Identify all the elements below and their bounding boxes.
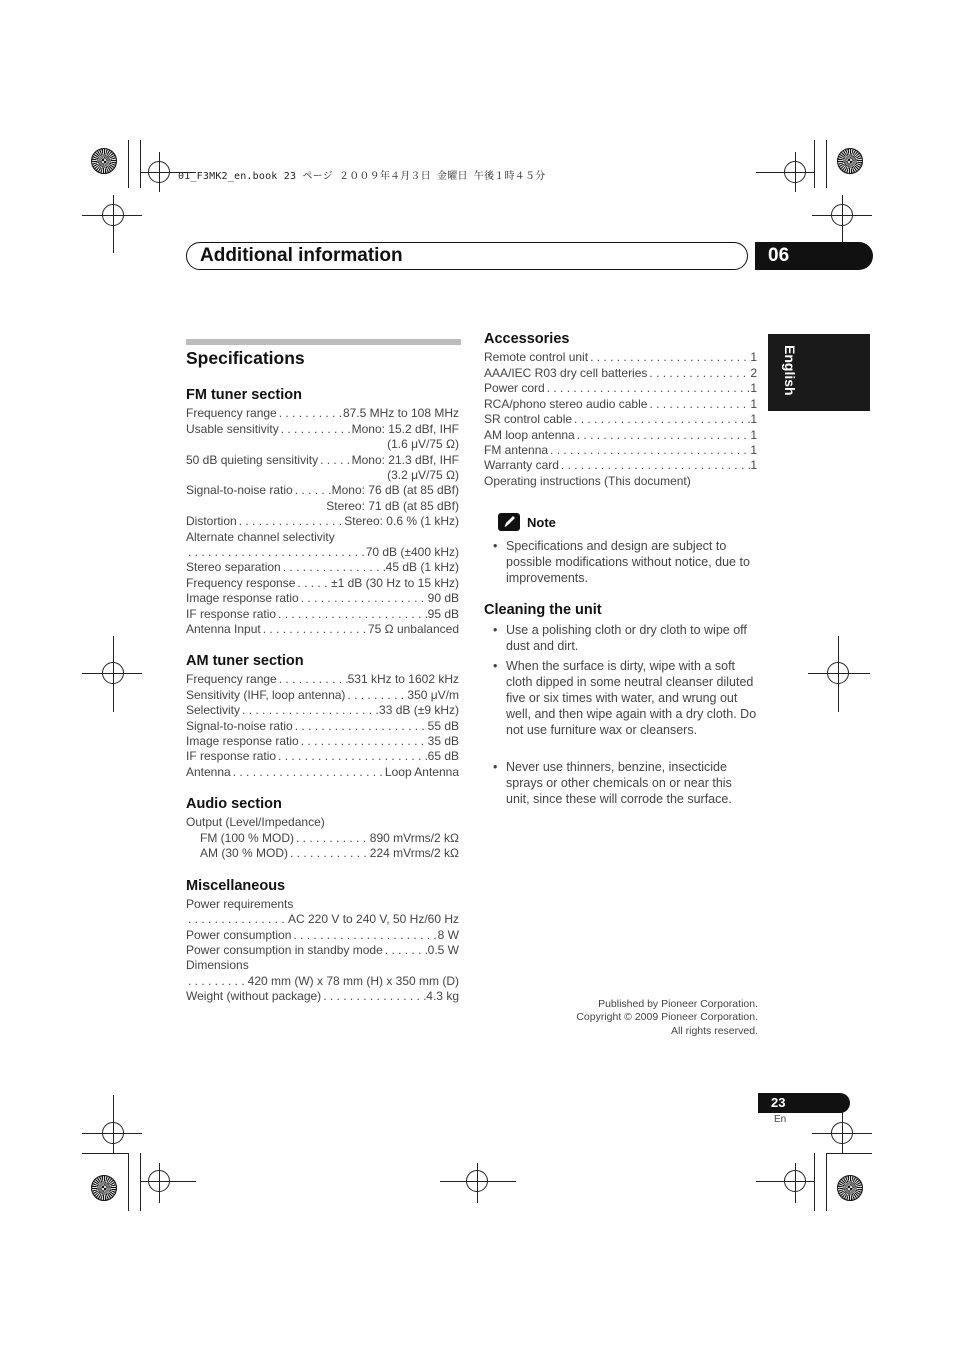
- miscellaneous-heading: Miscellaneous: [186, 878, 286, 894]
- spec-row: [186, 483, 459, 498]
- spec-row: [186, 672, 459, 687]
- spec-row: [186, 734, 459, 749]
- bullet-icon: •: [493, 760, 498, 774]
- spec-row: [186, 514, 459, 529]
- spec-label: FM (100 % MOD): [200, 831, 295, 845]
- registration-line: [113, 1095, 114, 1153]
- spec-label: IF response ratio: [186, 607, 277, 621]
- spec-value: 224 mVrms/2 kΩ: [369, 846, 459, 860]
- spec-value: 35 dB: [427, 734, 459, 748]
- registration-line: [756, 1181, 814, 1182]
- spec-row: [186, 560, 459, 575]
- spec-label: IF response ratio: [186, 749, 277, 763]
- spec-row: [186, 607, 459, 622]
- spec-value: Mono: 15.2 dBf, IHF: [351, 422, 459, 436]
- registration-line: [159, 1163, 160, 1203]
- spec-value: ±1 dB (30 Hz to 15 kHz): [331, 576, 459, 590]
- spec-value: 350 μV/m: [407, 688, 459, 702]
- chapter-number: 06: [768, 245, 790, 266]
- spec-label: Usable sensitivity: [186, 422, 279, 436]
- accessory-qty: 1: [750, 350, 757, 364]
- accessories-heading: Accessories: [484, 331, 570, 347]
- spec-label: Signal-to-noise ratio: [186, 719, 293, 733]
- spec-label: 50 dB quieting sensitivity: [186, 453, 319, 467]
- spec-row: [186, 576, 459, 591]
- spec-row: [186, 622, 459, 637]
- spec-value: 95 dB: [427, 607, 459, 621]
- spec-value: 420 mm (W) x 78 mm (H) x 350 mm (D): [247, 974, 459, 988]
- publisher-line: Published by Pioneer Corporation.: [598, 998, 758, 1010]
- accessory-label: AAA/IEC R03 dry cell batteries: [484, 366, 648, 380]
- accessory-label: RCA/phono stereo audio cable: [484, 397, 648, 411]
- spec-label: Dimensions: [186, 958, 249, 972]
- accessory-label: Power cord: [484, 381, 545, 395]
- crop-mark: [826, 1153, 827, 1211]
- spec-value: Mono: 76 dB (at 85 dBf): [331, 483, 459, 497]
- spec-value: 87.5 MHz to 108 MHz: [342, 406, 459, 420]
- spec-value-cont: (1.6 μV/75 Ω): [387, 437, 459, 451]
- crop-mark: [140, 140, 141, 188]
- spec-label: Weight (without package): [186, 989, 322, 1003]
- crop-mark: [826, 1153, 872, 1154]
- crop-mark: [814, 1153, 815, 1211]
- spec-row: [186, 765, 459, 780]
- accessory-label: AM loop antenna: [484, 428, 575, 442]
- spec-value: 8 W: [437, 928, 459, 942]
- accessory-item: [484, 412, 757, 427]
- spec-row: [186, 719, 459, 734]
- spec-row: [186, 928, 459, 943]
- registration-line: [82, 1133, 142, 1134]
- registration-line: [140, 1181, 196, 1182]
- page-language: En: [774, 1114, 787, 1125]
- registration-line: [795, 1163, 796, 1203]
- spec-row: [186, 406, 459, 421]
- registration-line: [838, 636, 839, 712]
- crop-mark: [826, 140, 827, 188]
- accessory-label: SR control cable: [484, 412, 573, 426]
- color-bar-mark: [837, 148, 863, 174]
- spec-value: 33 dB (±9 kHz): [379, 703, 459, 717]
- accessory-item: [484, 397, 757, 412]
- spec-value: 90 dB: [427, 591, 459, 605]
- spec-value: 0.5 W: [427, 943, 459, 957]
- registration-line: [440, 1181, 516, 1182]
- accessory-qty: 1: [750, 397, 757, 411]
- note-pencil-icon: [498, 513, 520, 531]
- spec-value: 531 kHz to 1602 kHz: [347, 672, 459, 686]
- note-label: Note: [527, 515, 556, 530]
- spec-row: [186, 943, 459, 958]
- rights-line: All rights reserved.: [671, 1025, 758, 1037]
- color-bar-mark: [91, 148, 117, 174]
- spec-label: Frequency range: [186, 672, 277, 686]
- registration-line: [795, 152, 796, 192]
- spec-row: [200, 846, 459, 861]
- fm-tuner-heading: FM tuner section: [186, 387, 303, 403]
- spec-label: Antenna: [186, 765, 231, 779]
- spec-row: [186, 912, 459, 927]
- accessory-qty: 1: [750, 381, 757, 395]
- registration-line: [159, 152, 160, 192]
- bullet-icon: •: [493, 623, 498, 637]
- note-bullet: Specifications and design are subject to possible modifications without notice, due to improvements.: [506, 539, 750, 585]
- page-number: 23: [771, 1095, 786, 1110]
- spec-value: 4.3 kg: [426, 989, 459, 1003]
- language-tab-label: English: [782, 345, 798, 396]
- cleaning-bullet: When the surface is dirty, wipe with a soft cloth dipped in some neutral cleanser diluted five or six times with water, and wrung out well, and then wipe again with a dry cloth. Do not use furniture wax or cleansers.: [506, 659, 757, 737]
- accessory-qty: 1: [750, 458, 757, 472]
- accessory-qty: 1: [750, 443, 757, 457]
- cleaning-bullet: Never use thinners, benzine, insecticide sprays or other chemicals on or near this unit, since these will corrode the surface.: [506, 760, 732, 806]
- spec-value: Mono: 21.3 dBf, IHF: [351, 453, 459, 467]
- accessory-label: Warranty card: [484, 458, 559, 472]
- crop-mark: [82, 1153, 128, 1154]
- accessory-item: [484, 458, 757, 473]
- spec-label: Image response ratio: [186, 591, 299, 605]
- spec-label: Signal-to-noise ratio: [186, 483, 293, 497]
- spec-label: Power requirements: [186, 897, 294, 911]
- section-rule: [186, 339, 461, 345]
- spec-label: Selectivity: [186, 703, 241, 717]
- accessory-qty: 1: [750, 428, 757, 442]
- spec-label: Frequency range: [186, 406, 277, 420]
- cleaning-bullet: Use a polishing cloth or dry cloth to wipe off dust and dirt.: [506, 623, 747, 653]
- spec-value-cont: Stereo: 71 dB (at 85 dBf): [326, 499, 459, 513]
- accessory-label: Remote control unit: [484, 350, 589, 364]
- spec-label: Output (Level/Impedance): [186, 815, 325, 829]
- spec-label: Sensitivity (IHF, loop antenna): [186, 688, 346, 702]
- spec-label: Image response ratio: [186, 734, 299, 748]
- accessory-item: [484, 381, 757, 396]
- spec-value: 890 mVrms/2 kΩ: [369, 831, 459, 845]
- spec-label: AM (30 % MOD): [200, 846, 289, 860]
- spec-row: [186, 703, 459, 718]
- spec-label: Stereo separation: [186, 560, 281, 574]
- crop-mark: [814, 140, 815, 188]
- registration-line: [756, 172, 814, 173]
- audio-heading: Audio section: [186, 796, 282, 812]
- registration-line: [82, 215, 142, 216]
- crop-mark: [128, 1153, 129, 1211]
- spec-value: 55 dB: [427, 719, 459, 733]
- color-bar-mark: [837, 1175, 863, 1201]
- accessory-qty: 2: [750, 366, 757, 380]
- bullet-icon: •: [493, 539, 498, 553]
- spec-label: Alternate channel selectivity: [186, 530, 335, 544]
- color-bar-mark: [91, 1175, 117, 1201]
- spec-row: [186, 422, 459, 437]
- registration-line: [808, 673, 870, 674]
- accessory-item: [484, 350, 757, 365]
- accessory-qty: 1: [750, 412, 757, 426]
- accessory-item: Operating instructions (This document): [484, 474, 691, 488]
- accessory-item: [484, 443, 757, 458]
- spec-row: [186, 749, 459, 764]
- registration-line: [113, 636, 114, 712]
- specifications-heading: Specifications: [186, 348, 305, 368]
- spec-value: 65 dB: [427, 749, 459, 763]
- cleaning-heading: Cleaning the unit: [484, 602, 602, 618]
- bullet-icon: •: [493, 659, 498, 673]
- accessory-item: [484, 428, 757, 443]
- chapter-title: Additional information: [200, 245, 403, 266]
- spec-value-cont: (3.2 μV/75 Ω): [387, 468, 459, 482]
- spec-value: AC 220 V to 240 V, 50 Hz/60 Hz: [288, 912, 459, 926]
- crop-mark: [128, 140, 129, 188]
- accessory-item: [484, 366, 757, 381]
- am-tuner-heading: AM tuner section: [186, 653, 304, 669]
- print-slug: 01_F3MK2_en.book 23 ページ ２００９年４月３日 金曜日 午後１時４５分: [178, 171, 546, 182]
- spec-label: Distortion: [186, 514, 237, 528]
- crop-mark: [140, 1153, 141, 1211]
- registration-line: [477, 1163, 478, 1203]
- spec-value: 70 dB (±400 kHz): [365, 545, 459, 559]
- spec-row: [186, 989, 459, 1004]
- copyright-line: Copyright © 2009 Pioneer Corporation.: [576, 1011, 758, 1023]
- spec-value: 45 dB (1 kHz): [385, 560, 459, 574]
- registration-line: [82, 673, 142, 674]
- spec-label: Antenna Input: [186, 622, 261, 636]
- registration-line: [113, 195, 114, 253]
- spec-value: Loop Antenna: [384, 765, 459, 779]
- spec-row: [186, 688, 459, 703]
- spec-row: [186, 591, 459, 606]
- spec-row: [186, 974, 459, 989]
- spec-label: Frequency response: [186, 576, 296, 590]
- accessory-label: FM antenna: [484, 443, 549, 457]
- spec-value: 75 Ω unbalanced: [367, 622, 459, 636]
- spec-row: [186, 453, 459, 468]
- spec-row: [200, 831, 459, 846]
- spec-row: [186, 545, 459, 560]
- spec-label: Power consumption in standby mode: [186, 943, 383, 957]
- spec-label: Power consumption: [186, 928, 292, 942]
- spec-value: Stereo: 0.6 % (1 kHz): [344, 514, 459, 528]
